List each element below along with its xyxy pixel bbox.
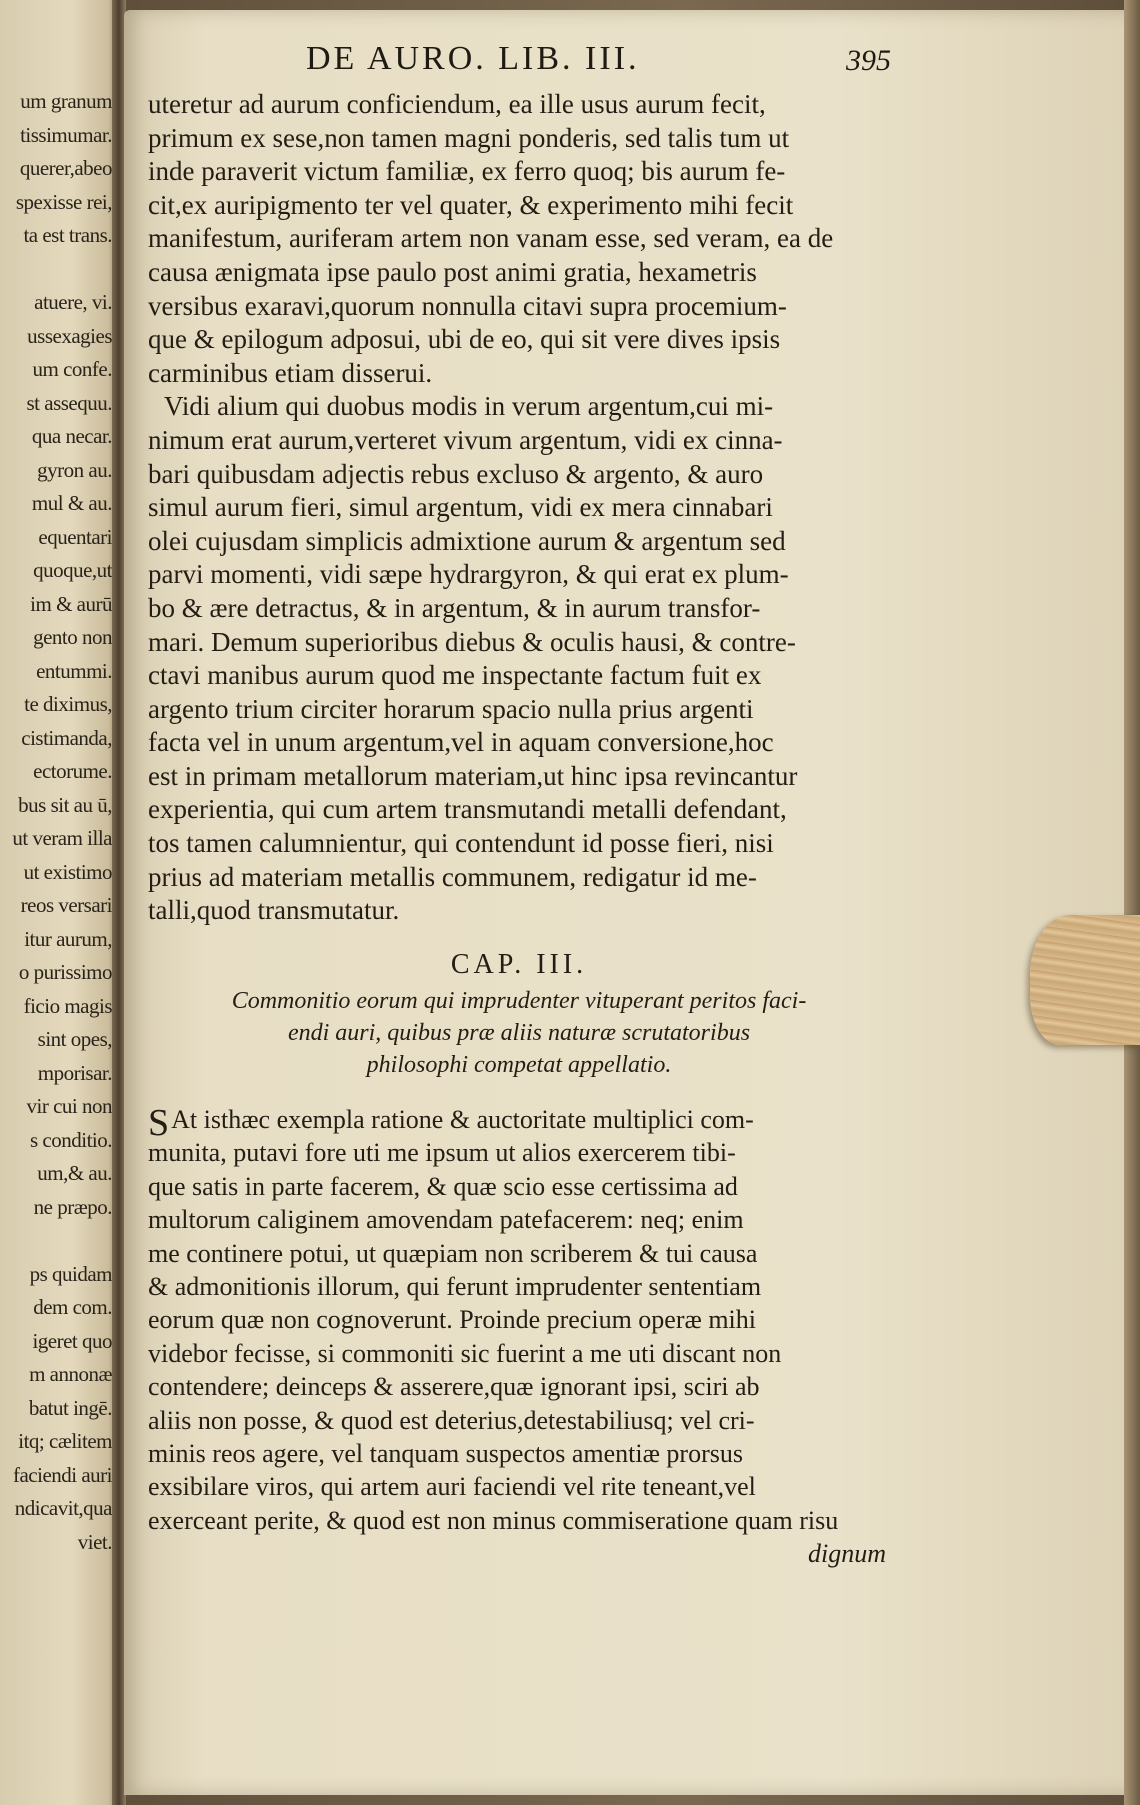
text-line: videbor fecisse, si commoniti sic fuerint a me uti discant non [148,1338,782,1368]
margin-fragment: ut existimo [23,859,112,884]
paragraph-2 [148,390,890,928]
text-line: que & epilogum adposui, ubi de eo, qui sit vere dives ipsis [148,324,781,355]
text-line: ctavi manibus aurum quod me inspectante factum fuit ex [148,660,762,691]
text-line: manifestum, auriferam artem non vanam esse, sed veram, ea de [148,223,834,254]
margin-fragment: ne præpo. [33,1194,112,1219]
margin-fragment: te diximus, [24,692,112,716]
text-line: argento trium circiter horarum spacio nulla prius argenti [148,693,754,724]
text-line: prius ad materiam metallis communem, redigatur id me- [148,861,757,892]
text-line-rest: At isthæc exempla ratione & auctoritate multiplici com- [171,1105,754,1134]
margin-fragment: faciendi auri [12,1462,112,1487]
margin-fragment: um confe. [32,357,112,381]
text-line: tos tamen calumnientur, qui contendunt id posse fieri, nisi [148,828,774,859]
margin-fragment: bus sit au ū, [18,792,112,817]
paragraph-1 [148,88,890,390]
text-line: me continere potui, ut quæpiam non scriberem & tui causa [148,1238,758,1268]
margin-fragment: itq; cælitem [18,1429,112,1453]
main-text-block [148,88,890,928]
text-line: Vidi alium qui duobus modis in verum argentum,cui mi- [164,391,774,422]
summary-line: Commonitio eorum qui imprudenter vituperant peritos faci- [231,988,807,1014]
margin-fragment: ps quidam [29,1261,112,1286]
margin-fragment: um granum [20,89,112,113]
margin-fragment: ta est trans. [23,223,112,247]
text-line: simul aurum fieri, simul argentum, vidi ex mera cinnabari [148,492,773,523]
margin-fragment: m annonæ [29,1362,112,1386]
text-line: versibus exaravi,quorum nonnulla citavi supra procemium- [148,290,787,321]
text-line: inde paraverit victum familiæ, ex ferro quoq; bis aurum fe- [148,156,786,187]
margin-fragment: mporisar. [37,1060,112,1085]
text-line: uteretur ad aurum conficiendum, ea ille usus aurum fecit, [148,89,766,119]
margin-fragment: atuere, vi. [34,290,112,314]
text-line: contendere; deinceps & asserere,quæ ignorant ipsi, sciri ab [148,1372,760,1402]
margin-fragment: ectorume. [33,759,112,783]
margin-fragment: ndicavit,qua [14,1496,112,1520]
margin-fragment: spexisse rei, [15,189,112,214]
margin-fragment: dem com. [33,1295,112,1319]
text-line [148,1103,890,1136]
summary-line: endi auri, quibus præ aliis naturæ scrutatoribus [287,1020,751,1046]
text-line: causa ænigmata ipse paulo post animi gratia, hexametris [148,256,757,287]
text-line: & admonitionis illorum, qui ferunt imprudenter sententiam [148,1271,762,1301]
margin-fragment: ut veram illa [12,826,112,850]
text-line: nimum erat aurum,verteret vivum argentum, vidi ex cinna- [148,424,783,455]
margin-fragment: igeret quo [32,1328,112,1353]
text-line: parvi momenti, vidi sæpe hydrargyron, & qui erat ex plum- [148,559,789,590]
margin-fragment: vir cui non [26,1094,112,1118]
text-line: mari. Demum superioribus diebus & oculis hausi, & contre- [148,626,796,657]
text-line: minis reos agere, vel tanquam suspectos amentiæ prorsus [148,1438,743,1468]
margin-fragment: gyron au. [37,457,112,482]
margin-fragment: s conditio. [30,1127,112,1152]
margin-fragment: tissimumar. [20,122,112,147]
bookmark-slip [1030,915,1140,1045]
margin-fragment: equentari [38,524,112,549]
margin-fragment: entummi. [36,658,112,683]
text-line: munita, putavi fore uti me ipsum ut alios exercerem tibi- [148,1138,736,1168]
text-line: eorum quæ non cognoverunt. Proinde precium operæ mihi [148,1305,757,1335]
text-line: talli,quod transmutatur. [148,895,400,926]
left-margin-fragments [0,85,112,1559]
chapter-summary [148,985,890,1081]
margin-fragment: um,& au. [37,1161,112,1185]
summary-line: philosophi competat appellatio. [366,1052,672,1078]
text-line: est in primam metallorum materiam,ut hinc ipsa revincantur [148,760,798,791]
margin-fragment: cistimanda, [21,725,112,750]
margin-fragment [0,1224,112,1258]
margin-fragment: quoque,ut [33,558,112,582]
text-line: olei cujusdam simplicis admixtione aurum & argentum sed [148,525,786,556]
margin-fragment: st assequu. [26,390,112,415]
text-line: bari quibusdam adjectis rebus excluso & argento, & auro [148,458,764,489]
chapter-heading-block [148,945,890,1081]
margin-fragment: mul & au. [31,491,112,515]
catchword: dignum [808,1539,886,1569]
page-number: 395 [846,44,891,77]
drop-cap: S [148,1103,170,1137]
page-header [124,40,1124,90]
chapter-text-block [148,1103,890,1570]
text-line: exsibilare viros, qui artem auri faciendi vel rite teneant,vel [148,1472,756,1502]
paragraph-3 [148,1103,890,1537]
text-line: multorum caliginem amovendam patefacerem: neq; enim [148,1205,744,1235]
text-line: aliis non posse, & quod est deterius,detestabiliusq; vel cri- [148,1405,755,1435]
text-line: bo & ære detractus, & in argentum, & in aurum transfor- [148,592,761,623]
text-line: experientia, qui cum artem transmutandi metalli defendant, [148,794,787,825]
margin-fragment: ussexagies [27,323,112,348]
text-line: primum ex sese,non tamen magni ponderis, sed talis tum ut [148,122,790,153]
margin-fragment: o purissimo [18,960,112,984]
margin-fragment: querer,abeo [19,156,112,180]
margin-fragment: itur aurum, [24,926,112,951]
page-edge [1124,0,1140,1805]
text-line: cit,ex auripigmento ter vel quater, & experimento mihi fecit [148,189,794,220]
margin-fragment: im & aurū [30,591,112,616]
left-page [0,0,118,1805]
margin-fragment [0,253,112,287]
text-line: carminibus etiam disserui. [148,357,433,388]
chapter-heading: CAP. III. [450,949,588,980]
margin-fragment: reos versari [20,893,112,917]
margin-fragment: gento non [33,625,112,649]
running-head: DE AURO. LIB. III. [306,40,640,77]
text-line: facta vel in unum argentum,vel in aquam conversione,hoc [148,727,774,758]
margin-fragment: viet. [77,1529,112,1554]
margin-fragment: ficio magis [23,993,112,1018]
margin-fragment: batut ingē. [28,1395,112,1420]
margin-fragment: qua necar. [31,424,112,448]
text-line: exerceant perite, & quod est non minus commiseratione quam risu [148,1505,839,1535]
margin-fragment: sint opes, [37,1027,112,1051]
text-line: que satis in parte facerem, & quæ scio esse certissima ad [148,1171,738,1201]
